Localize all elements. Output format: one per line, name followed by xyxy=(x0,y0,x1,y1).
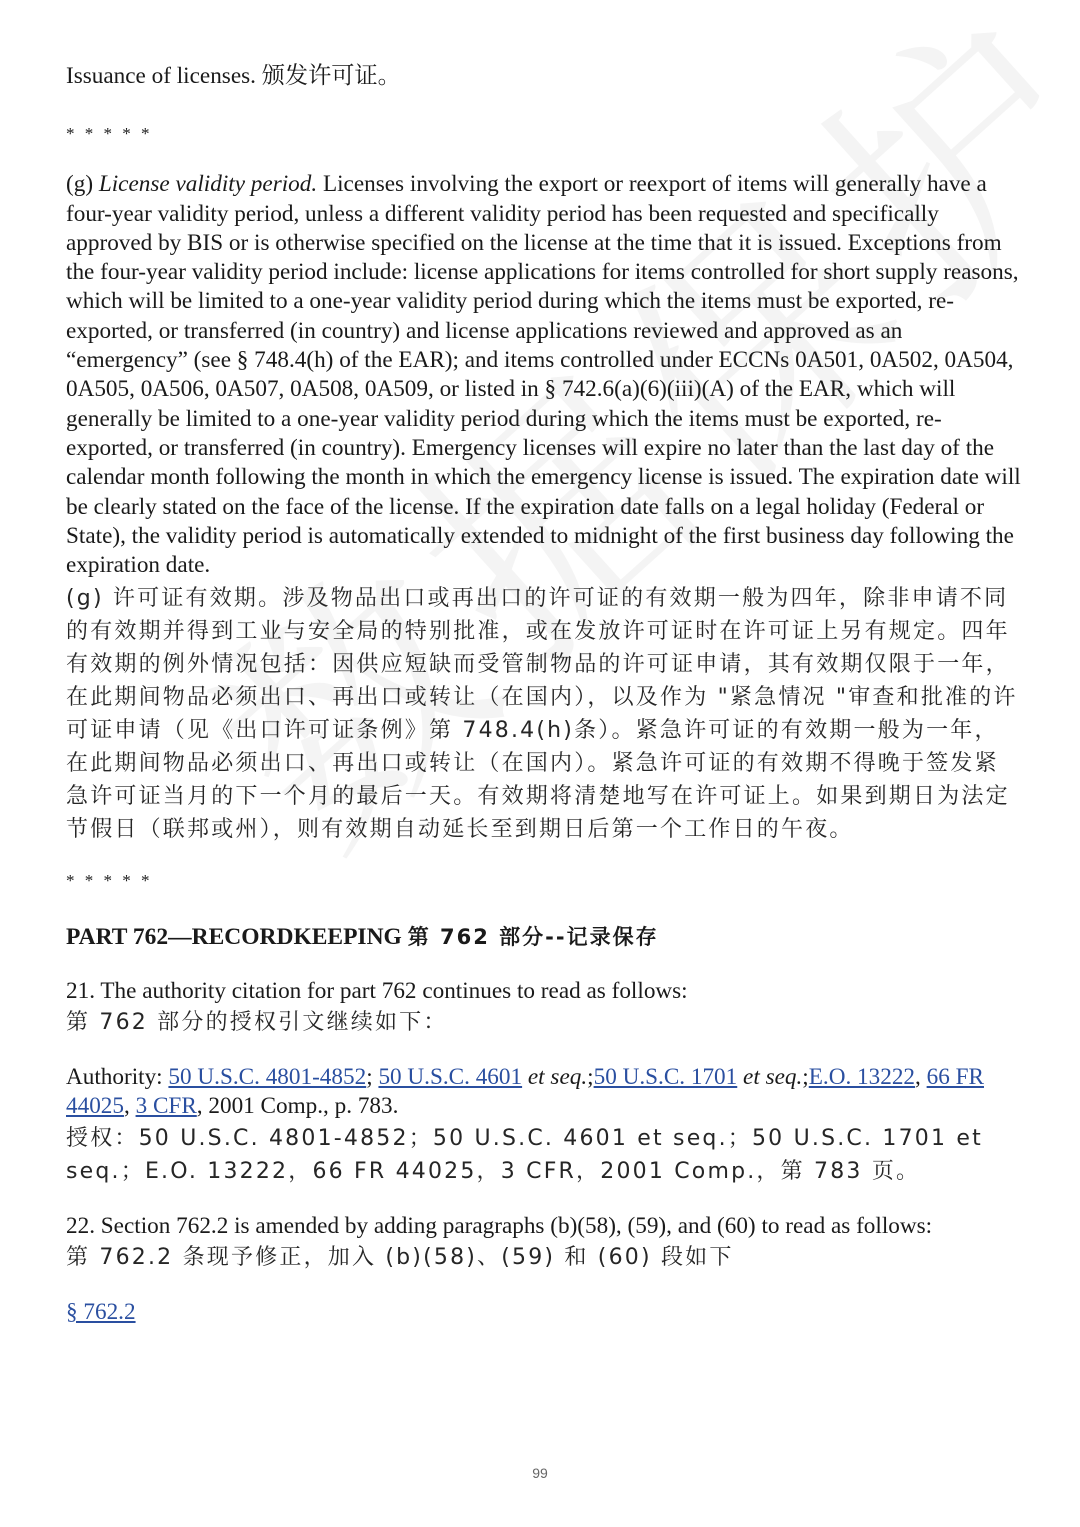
paragraph-g-body: Licenses involving the export or reexport of items will generally have a four-year validity period, unless a different validity period has been requested and specifically approved by BIS or is otherwise specified on the license at the time that it is issued. Exceptions from the four-year validity period include: license applications for items controlled for short supply reasons, which will be limited to a one-year validity period during which the items must be exported, re-exported, or transferred (in country) and license applications reviewed and approved as an “emergency” (see § 748.4(h) of the EAR); and items controlled under ECCNs 0A501, 0A502, 0A504, 0A505, 0A506, 0A507, 0A508, 0A509, or listed in § 742.6(a)(6)(iii)(A) of the EAR, which will generally be limited to a one-year validity period during which the items must be exported, re-exported, or transferred (in country). Emergency licenses will expire no later than the last day of the calendar month following the month in which the emergency license is issued. The expiration date will be clearly stated on the face of the license. If the expiration date falls on a legal holiday (Federal or State), the validity period is automatically extended to midnight of the first business day following the expiration date. xyxy=(66,171,1021,579)
separator: ; xyxy=(802,1064,809,1091)
item-22-en: 22. Section 762.2 is amended by adding paragraphs (b)(58), (59), and (60) to read as follows: xyxy=(66,1212,933,1239)
paragraph-g-title: License validity period. xyxy=(98,171,318,198)
authority-label: Authority: xyxy=(66,1064,169,1091)
item-22 xyxy=(66,1212,1021,1274)
separator: ; xyxy=(366,1064,379,1091)
part-heading xyxy=(66,923,1021,952)
et-seq: et seq. xyxy=(522,1064,588,1091)
link-66-fr-44025[interactable]: 66 FR 44025 xyxy=(66,1064,984,1120)
section-762-2 xyxy=(66,1298,1021,1327)
paragraph-g-chinese: (g) 许可证有效期。涉及物品出口或再出口的许可证的有效期一般为四年，除非申请不同的有效期并得到工业与安全局的特别批准，或在发放许可证时在许可证上另有规定。四年有效期的例外情况包括：因供应短缺而受管制物品的许可证申请，其有效期仅限于一年，在此期间物品必须出口、再出口或转让（在国内），以及作为 "紧急情况 "审查和批准的许可证申请（见《出口许可证条例》第 748.4(h)条）。紧急许可证的有效期一般为一年，在此期间物品必须出口、再出口或转让（在国内）。紧急许可证的有效期不得晚于签发紧急许可证当月的下一个月的最后一天。有效期将清楚地写在许可证上。如果到期日为法定节假日（联邦或州），则有效期自动延长至到期日后第一个工作日的午夜。 xyxy=(66,586,1018,843)
separator: , xyxy=(915,1064,927,1091)
section-break: * * * * * xyxy=(66,871,153,891)
paragraph-g-label: (g) xyxy=(66,171,99,198)
item-21 xyxy=(66,977,1021,1039)
link-eo-13222[interactable]: E.O. 13222 xyxy=(808,1064,916,1091)
authority-zh: 授权：50 U.S.C. 4801-4852；50 U.S.C. 4601 et seq.；50 U.S.C. 1701 et seq.；E.O. 13222，66 FR 44025，3 CFR，2001 Comp.，第 783 页。 xyxy=(66,1125,983,1184)
separator: , xyxy=(123,1093,136,1120)
link-50-usc-4601[interactable]: 50 U.S.C. 4601 xyxy=(378,1064,523,1091)
document-page xyxy=(66,62,1021,1327)
issuance-line: Issuance of licenses. 颁发许可证。 xyxy=(66,63,401,89)
link-3-cfr[interactable]: 3 CFR xyxy=(135,1093,197,1120)
part-heading-zh: 第 762 部分--记录保存 xyxy=(407,925,659,950)
paragraph-g-english xyxy=(66,170,1021,580)
authority-tail: , 2001 Comp., p. 783. xyxy=(196,1093,399,1120)
section-break: * * * * * xyxy=(66,124,153,144)
separator: ; xyxy=(587,1064,594,1091)
part-heading-en: PART 762—RECORDKEEPING xyxy=(66,924,408,951)
item-22-zh: 第 762.2 条现予修正，加入 (b)(58)、(59) 和 (60) 段如下 xyxy=(66,1244,734,1270)
item-21-zh: 第 762 部分的授权引文继续如下： xyxy=(66,1010,448,1036)
page-number: 99 xyxy=(532,1465,548,1481)
item-21-en: 21. The authority citation for part 762 continues to read as follows: xyxy=(66,977,688,1004)
authority-citation xyxy=(66,1063,1021,1188)
section-762-2-link[interactable]: § 762.2 xyxy=(66,1298,136,1325)
authority-en xyxy=(66,1063,1021,1122)
link-50-usc-4801[interactable]: 50 U.S.C. 4801-4852 xyxy=(168,1064,367,1091)
link-50-usc-1701[interactable]: 50 U.S.C. 1701 xyxy=(593,1064,738,1091)
et-seq: et seq. xyxy=(737,1064,803,1091)
